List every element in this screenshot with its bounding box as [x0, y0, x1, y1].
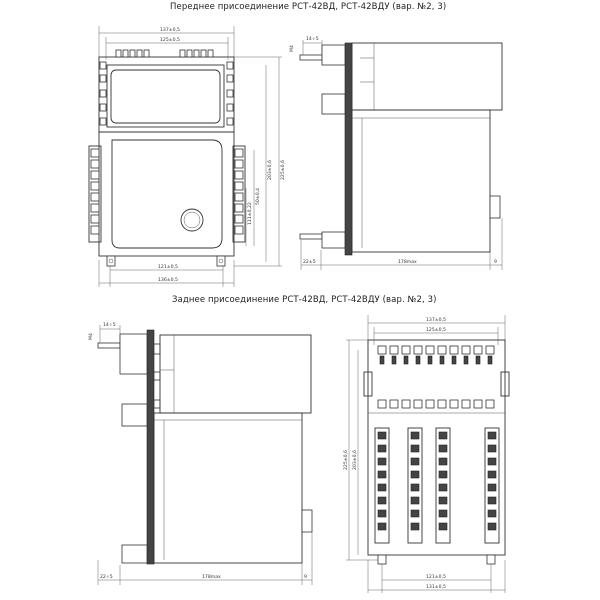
- dim-rear-side-top-1: 14÷5: [103, 323, 116, 328]
- front-upper-side-screws: [100, 62, 233, 125]
- dim-front-height-4: 50±0,4: [256, 187, 261, 205]
- dim-rear-top-outer: 137±0,5: [426, 318, 446, 323]
- front-view: [89, 26, 286, 287]
- dim-front-height-3: 111±0,22: [248, 202, 253, 225]
- dim-rear-top-inner: 125±0,5: [426, 328, 446, 333]
- dim-rear-bottom-inner: 121±0,5: [426, 575, 446, 580]
- front-top-terminals: [116, 50, 213, 57]
- dim-rear-side-bottom-1: 22÷5: [100, 575, 113, 580]
- rear-terminal-columns: [375, 428, 499, 543]
- rear-view: [343, 315, 509, 593]
- rear-connection-title: Заднее присоединение РСТ-42ВД, РСТ-42ВДУ (вар. №2, 3): [172, 295, 437, 305]
- dim-rear-side-top-2: М4: [89, 333, 94, 340]
- dim-front-height-2: 225±0,6: [281, 160, 286, 180]
- front-lower-side-terminals: [91, 149, 243, 234]
- dim-rear-bottom-outer: 131±0,5: [426, 585, 446, 590]
- dim-side-top-1: 14÷5: [306, 37, 319, 42]
- dim-rear-side-bottom-3: 9: [304, 575, 307, 580]
- front-connection-title: Переднее присоединение РСТ-42ВД, РСТ-42ВДУ (вар. №2, 3): [170, 2, 447, 12]
- rear-terminal-row-1: [378, 346, 494, 364]
- dim-side-bottom-1: 22±5: [303, 260, 316, 265]
- dim-front-height-1: 203±0,6: [268, 160, 273, 180]
- dim-front-top-outer: 137±0,5: [160, 28, 180, 33]
- dim-rear-side-bottom-2: 178max: [202, 575, 221, 580]
- dim-rear-height-2: 225±0,6: [344, 450, 349, 470]
- dim-front-bottom-outer: 136±0,5: [158, 278, 178, 283]
- dim-side-bottom-2: 178max: [398, 260, 417, 265]
- rear-side-view: [88, 322, 312, 585]
- dim-front-top-inner: 125±0,5: [160, 38, 180, 43]
- dim-side-bottom-3: 9: [494, 260, 497, 265]
- dim-rear-height-1: 203±0,6: [353, 450, 358, 470]
- rear-terminal-row-2: [378, 400, 494, 408]
- dim-front-bottom-inner: 121±0,5: [158, 265, 178, 270]
- front-side-view: [289, 36, 502, 270]
- dim-side-top-2: М4: [290, 45, 295, 52]
- front-knob: [181, 209, 203, 231]
